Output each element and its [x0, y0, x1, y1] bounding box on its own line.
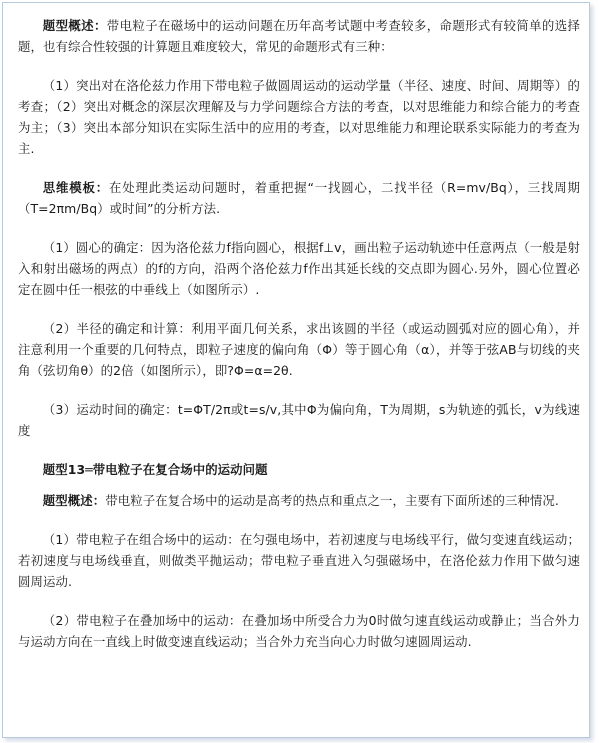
- section2-item-1: （1）带电粒子在组合场中的运动：在匀强电场中，若初速度与电场线平行，做匀变速直线运动；若初速度与电场线垂直，则做类平抛运动；带电粒子垂直进入匀强磁场中，在洛伦兹力作用下做匀速圆周运动.: [18, 532, 580, 589]
- overview-text: 带电粒子在磁场中的运动问题在历年高考试题中考查较多，命题形式有较简单的选择题，也有综合性较强的计算题且难度较大，常见的命题形式有三种：: [18, 18, 581, 54]
- section1-item-1: （1）圆心的确定：因为洛伦兹力f指向圆心，根据f⊥v，画出粒子运动轨迹中任意两点（一般是射入和射出磁场的两点）的f的方向，沿两个洛伦兹力f作出其延长线的交点即为圆心.另外，圆心位置必定在圆中任一根弦的中垂线上（如图所示）.: [18, 240, 580, 297]
- section1-template: [18, 177, 580, 219]
- document-frame: [2, 2, 590, 738]
- section1-item-2: （2）半径的确定和计算：利用平面几何关系，求出该圆的半径（或运动圆弧对应的圆心角），并注意利用一个重要的几何特点，即粒子速度的偏向角（Φ）等于圆心角（α），并等于弦AB与切线的夹角（弦切角θ）的2倍（如图所示），即?Φ=α=2θ.: [18, 321, 580, 378]
- section1-item-3: （3）运动时间的确定：t=ΦT/2π或t=s/v,其中Φ为偏向角，T为周期，s为轨迹的弧长，v为线速度: [18, 402, 580, 438]
- section1-forms: （1）突出对在洛伦兹力作用下带电粒子做圆周运动的运动学量（半径、速度、时间、周期等）的考查；（2）突出对概念的深层次理解及与力学问题综合方法的考查，以对思维能力和综合能力的考查为主；（3）突出本部分知识在实际生活中的应用的考查，以对思维能力和理论联系实际能力的考查为主.: [18, 78, 580, 156]
- overview-label: 题型概述：: [42, 18, 107, 33]
- section2-overview: [18, 490, 580, 511]
- document-body: [18, 15, 580, 652]
- template-label: 思维模板：: [42, 180, 109, 195]
- section2-item-2: （2）带电粒子在叠加场中的运动：在叠加场中所受合力为0时做匀速直线运动或静止；当合外力与运动方向在一直线上时做变速直线运动；当合外力充当向心力时做匀速圆周运动.: [18, 613, 580, 649]
- overview-label-2: 题型概述：: [42, 493, 106, 508]
- section2-heading: 题型13═带电粒子在复合场中的运动问题: [42, 462, 268, 477]
- template-text: 在处理此类运动问题时，着重把握“一找圆心，二找半径（R=mv/Bq），三找周期（T=2πm/Bq）或时间”的分析方法.: [18, 180, 580, 216]
- overview-text-2: 带电粒子在复合场中的运动是高考的热点和重点之一，主要有下面所述的三种情况.: [105, 493, 559, 508]
- section1-overview: [18, 15, 580, 57]
